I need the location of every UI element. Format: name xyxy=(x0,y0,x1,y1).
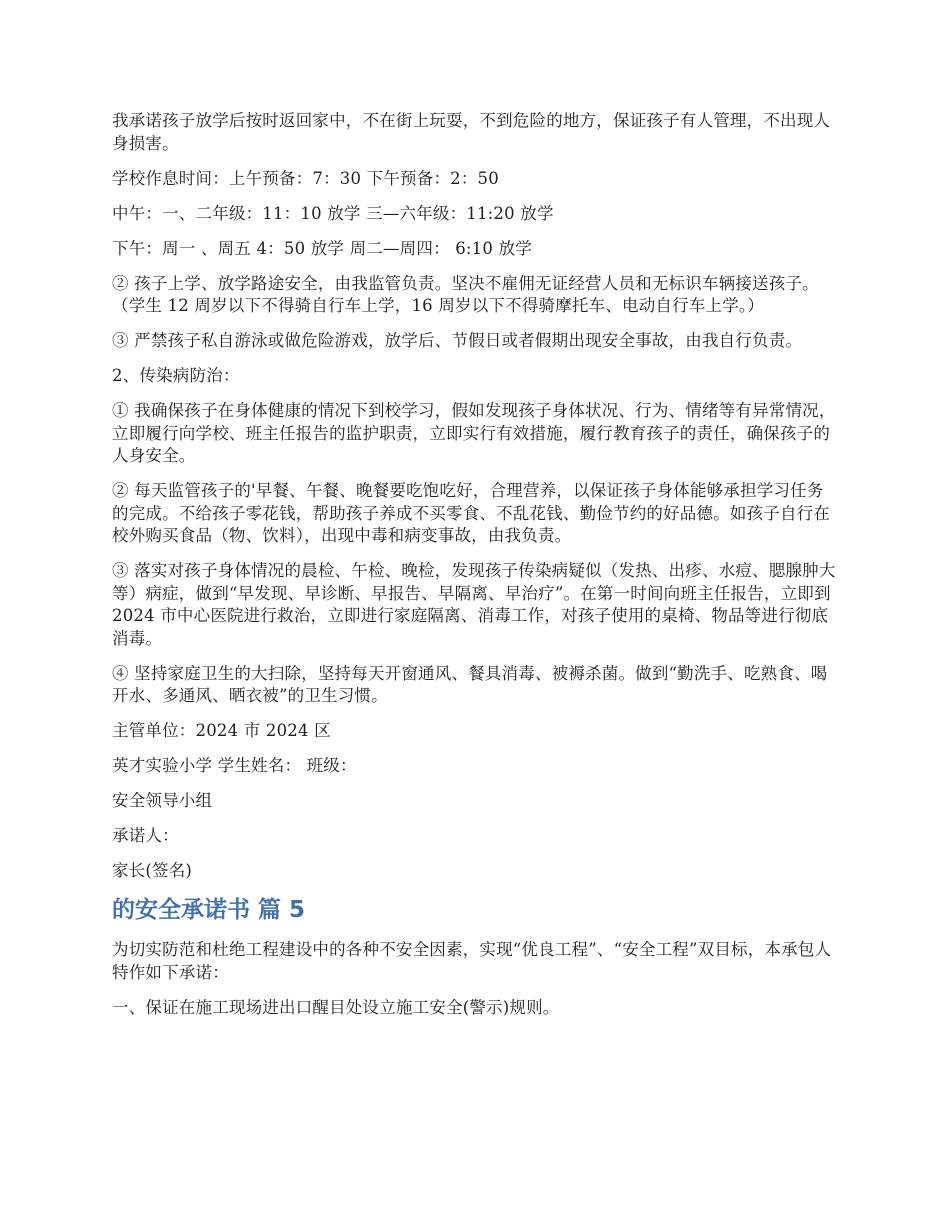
paragraph-no-swimming: ③ 严禁孩子私自游泳或做危险游戏，放学后、节假日或者假期出现安全事故，由我自行负责。 xyxy=(112,331,803,350)
paragraph-health-check: ① 我确保孩子在身体健康的情况下到校学习，假如发现孩子身体状况、行为、情绪等有异常情况，立即履行向学校、班主任报告的监护职责，立即实行有效措施，履行教育孩子的责任，确保孩子的人身安全。 xyxy=(112,401,836,465)
paragraph-hygiene: ④ 坚持家庭卫生的大扫除，坚持每天开窗通风、餐具消毒、被褥杀菌。做到“勤洗手、吃熟食、喝开水、多通风、晒衣被”的卫生习惯。 xyxy=(112,663,828,705)
school-student-line: 英才实验小学 学生姓名： 班级： xyxy=(112,756,357,775)
paragraph-meals: ② 每天监管孩子的'早餐、午餐、晚餐要吃饱吃好，合理营养，以保证孩子身体能够承担学习任务的完成。不给孩子零花钱，帮助孩子养成不买零食、不乱花钱、勤俭节约的好品德。如孩子自行在校外购买食品（物、饮料），出现中毒和病变事故，由我负责。 xyxy=(112,481,831,545)
paragraph-return-home: 我承诺孩子放学后按时返回家中，不在街上玩耍，不到危险的地方，保证孩子有人管理，不出现人身损害。 xyxy=(112,111,831,153)
paragraph-commute-safety: ② 孩子上学、放学路途安全，由我监管负责。坚决不雇佣无证经营人员和无标识车辆接送孩子。（学生 12 周岁以下不得骑自行车上学，16 周岁以下不得骑摩托车、电动自行车上学。） xyxy=(112,273,819,315)
safety-group-line: 安全领导小组 xyxy=(112,791,213,810)
paragraph-school-schedule: 学校作息时间：上午预备：7：30 下午预备：2：50 xyxy=(112,168,499,188)
section-heading: 的安全承诺书 篇 5 xyxy=(112,897,306,923)
section-title-disease-prevention: 2、传染病防治： xyxy=(112,366,240,385)
promisor-line: 承诺人： xyxy=(112,826,179,845)
paragraph-rule-one: 一、保证在施工现场进出口醒目处设立施工安全(警示)规则。 xyxy=(112,997,560,1017)
authority-line: 主管单位：2024 市 2024 区 xyxy=(112,721,331,740)
parent-signature-line: 家长(签名) xyxy=(112,861,193,880)
paragraph-afternoon-dismissal: 下午：周一 、周五 4：50 放学 周二—周四： 6:10 放学 xyxy=(112,238,532,258)
paragraph-noon-dismissal: 中午：一、二年级：11：10 放学 三—六年级：11:20 放学 xyxy=(112,203,554,223)
paragraph-daily-checks: ③ 落实对孩子身体情况的晨检、午检、晚检，发现孩子传染病疑似（发热、出疹、水痘、腮腺肿大等）病症，做到“早发现、早诊断、早报告、早隔离、早治疗”。在第一时间向班主任报告，立即到 2024 市中心医院进行救治，立即进行家庭隔离、消毒工作，对孩子使用的桌椅、物品等进行彻底消毒。 xyxy=(112,561,836,648)
paragraph-project-intro: 为切实防范和杜绝工程建设中的各种不安全因素，实现“优良工程”、“安全工程”双目标，本承包人特作如下承诺： xyxy=(112,940,832,982)
